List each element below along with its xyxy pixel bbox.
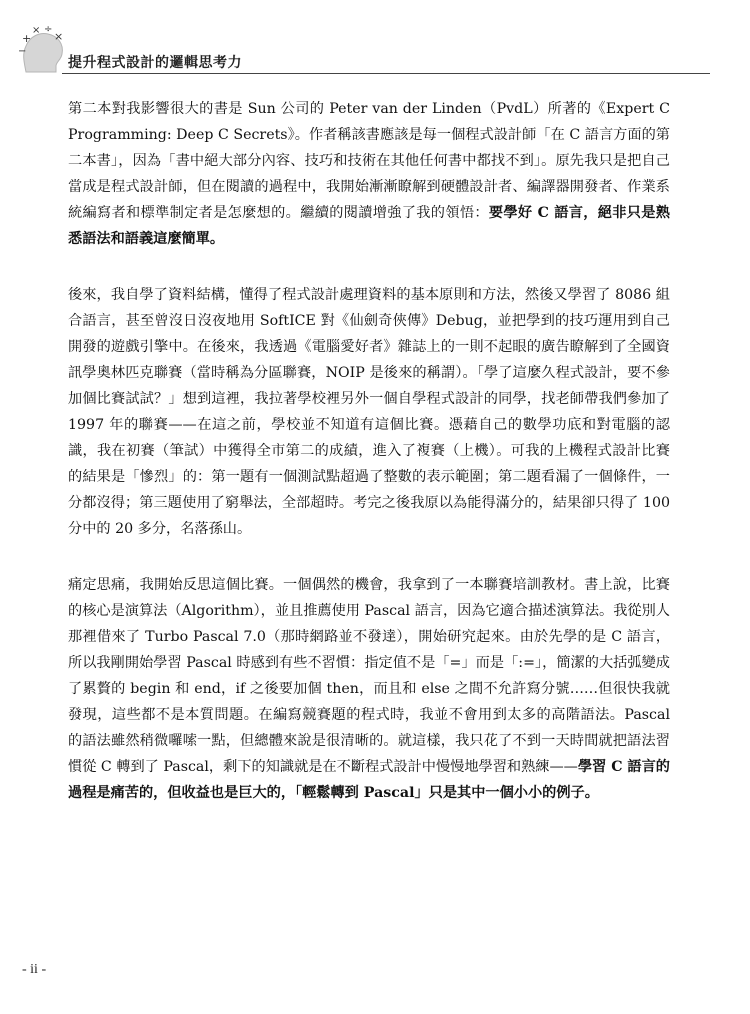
svg-text:×: × — [54, 30, 64, 43]
paragraph-1 — [68, 96, 670, 252]
paragraph-3-text: 痛定思痛，我開始反思這個比賽。一個偶然的機會，我拿到了一本聯賽培訓教材。書上說，比賽的核心是演算法（Algorithm），並且推薦使用 Pascal 語言，因為它適合描述演算法。我從別人那裡借來了 Turbo Pascal 7.0（那時網路並不發達），開始研究起來。由於先學的是 C 語言，所以我剛開始學習 Pascal 時感到有些不習慣：指定值不是「=」而是「:=」，簡潔的大括弧變成了累贅的 begin 和 end，if 之後要加個 then，而且和 else 之間不允許寫分號……但很快我就發現，這些都不是本質問題。在編寫競賽題的程式時，我並不會用到太多的高階語法。Pascal 的語法雖然稍微囉嗦一點，但總體來說是很清晰的。就這樣，我只花了不到一天時間就把語法習慣從 C 轉到了 Pascal，剩下的知識就是在不斷程式設計中慢慢地學習和熟練—— — [68, 577, 670, 775]
paragraph-1-emphasis: 要學好 C 語言，絕非只是熟悉語法和語義這麼簡單。 — [68, 205, 670, 247]
body-text — [68, 96, 670, 806]
header-divider — [62, 73, 710, 74]
paragraph-3-emphasis: 學習 C 語言的過程是痛苦的，但收益也是巨大的，「輕鬆轉到 Pascal」只是其中一個小小的例子。 — [68, 759, 670, 801]
paragraph-2-text: 後來，我自學了資料結構，懂得了程式設計處理資料的基本原則和方法，然後又學習了 8086 組合語言，甚至曾沒日沒夜地用 SoftICE 對《仙劍奇俠傳》Debug，並把學到的技巧運用到自己開發的遊戲引擎中。在後來，我透過《電腦愛好者》雜誌上的一則不起眼的廣告瞭解到了全國資訊學奧林匹克聯賽（當時稱為分區聯賽，NOIP 是後來的稱謂）。「學了這麼久程式設計，要不參加個比賽試試？」想到這裡，我拉著學校裡另外一個自學程式設計的同學，找老師帶我們參加了 1997 年的聯賽——在這之前，學校並不知道有這個比賽。憑藉自己的數學功底和對電腦的認識，我在初賽（筆試）中獲得全市第二的成績，進入了複賽（上機）。可我的上機程式設計比賽的結果是「慘烈」的：第一題有一個測試點超過了整數的表示範圍；第二題看漏了一個條件，一分都沒得；第三題使用了窮舉法，全部超時。考完之後我原以為能得滿分的，結果卻只得了 100 分中的 20 多分，名落孫山。 — [68, 287, 670, 537]
svg-text:−: − — [18, 46, 27, 57]
paragraph-1-text: 第二本對我影響很大的書是 Sun 公司的 Peter van der Linden（PvdL）所著的《Expert C Programming: Deep C Secrets》。作者稱該書應該是每一個程式設計師「在 C 語言方面的第二本書」，因為「書中絕大部分內容、技巧和技術在其他任何書中都找不到」。原先我只是把自己當成是程式設計師，但在閱讀的過程中，我開始漸漸瞭解到硬體設計者、編譯器開發者、作業系統編寫者和標準制定者是怎麼想的。繼續的閱讀增強了我的領悟： — [68, 101, 670, 221]
svg-text:+: + — [22, 32, 32, 45]
svg-text:÷: ÷ — [44, 24, 53, 35]
page-number: - ii - — [22, 962, 47, 977]
svg-text:×: × — [32, 25, 41, 36]
book-title: 提升程式設計的邏輯思考力 — [68, 55, 242, 71]
paragraph-2 — [68, 282, 670, 542]
paragraph-3 — [68, 572, 670, 806]
math-symbols-head-icon — [16, 22, 68, 74]
page-header — [0, 0, 750, 80]
